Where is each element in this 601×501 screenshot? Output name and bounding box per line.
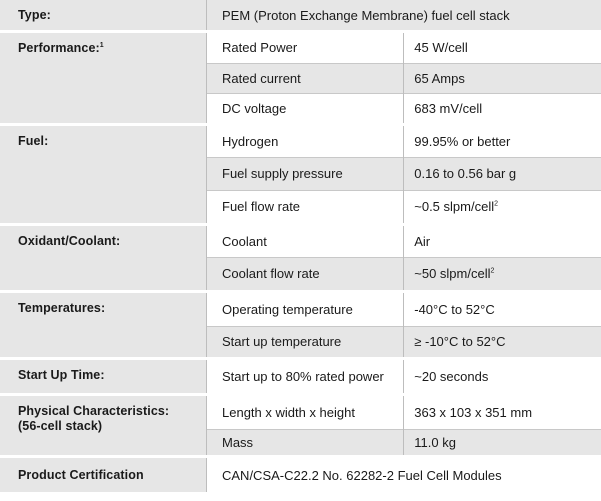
value-cell: Air [404,226,601,257]
fuel-label: Fuel: [18,134,49,148]
certification-label: Product Certification [18,467,144,482]
table-row-certification [0,458,601,492]
value-text: ~0.5 slpm/cell [414,199,495,215]
type-value: PEM (Proton Exchange Membrane) fuel cell stack [207,0,601,30]
param-cell: Hydrogen [207,126,404,157]
value-cell: ~20 seconds [404,360,601,393]
value-cell: -40°C to 52°C [404,293,601,326]
table-row-type [0,0,601,30]
value-cell: 0.16 to 0.56 bar g [404,157,601,190]
value-cell: 11.0 kg [404,429,601,455]
row-label-temperatures [0,293,207,357]
physical-label: Physical Characteristics: [18,404,170,418]
footnote-marker: 1 [99,41,104,49]
certification-value: CAN/CSA-C22.2 No. 62282-2 Fuel Cell Modules [207,458,601,492]
value-cell: 683 mV/cell [404,93,601,123]
table-row [0,226,601,257]
value-cell: ≥ -10°C to 52°C [404,326,601,357]
type-label: Type: [18,8,51,22]
value-text: ~50 slpm/cell [414,266,491,282]
performance-label: Performance: [18,41,100,55]
table-row [0,33,601,63]
value-cell: 99.95% or better [404,126,601,157]
footnote-marker: 2 [490,267,495,275]
footnote-marker: 2 [494,200,498,208]
param-cell: Fuel flow rate [207,190,404,223]
param-cell: Coolant [207,226,404,257]
row-label-fuel [0,126,207,223]
param-cell: Rated Power [207,33,404,63]
table-row [0,360,601,393]
physical-sublabel: (56-cell stack) [18,419,103,433]
param-cell: Rated current [207,63,404,93]
value-cell [404,257,601,290]
value-cell: 363 x 103 x 351 mm [404,396,601,429]
param-cell: DC voltage [207,93,404,123]
table-row [0,293,601,326]
param-cell: Operating temperature [207,293,404,326]
param-cell: Fuel supply pressure [207,157,404,190]
row-label-certification [0,458,207,492]
row-label-performance [0,33,207,123]
row-label-oxidant-coolant [0,226,207,290]
param-cell: Mass [207,429,404,455]
table-row [0,396,601,429]
param-cell: Start up temperature [207,326,404,357]
value-cell [404,190,601,223]
oxidant-label: Oxidant/Coolant: [18,234,121,248]
startup-label: Start Up Time: [18,368,105,382]
value-cell: 45 W/cell [404,33,601,63]
row-label-type [0,0,207,30]
value-cell: 65 Amps [404,63,601,93]
table-row [0,126,601,157]
param-cell: Length x width x height [207,396,404,429]
param-cell: Coolant flow rate [207,257,404,290]
temperatures-label: Temperatures: [18,301,106,315]
row-label-startup [0,360,207,393]
row-label-physical [0,396,207,455]
param-cell: Start up to 80% rated power [207,360,404,393]
